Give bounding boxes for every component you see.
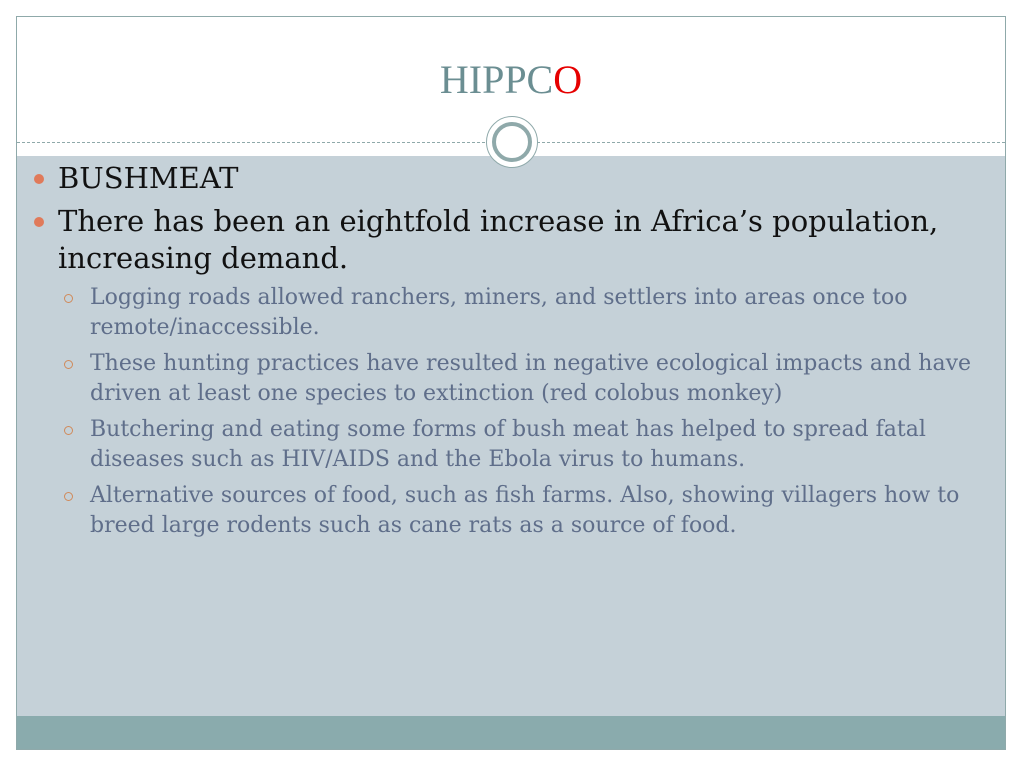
bullet-item-bushmeat: [34, 160, 974, 197]
sub-bullet-item-alternatives: [34, 481, 974, 541]
bullet-text: BUSHMEAT: [58, 161, 239, 195]
sub-bullet-text: Butchering and eating some forms of bush meat has helped to spread fatal diseases such as HIV/AIDS and the Ebola virus to humans.: [90, 417, 926, 472]
hollow-circle-bullet-icon: [64, 492, 73, 501]
filled-circle-bullet-icon: [34, 217, 44, 227]
sub-bullet-item-logging: [34, 283, 974, 343]
sub-bullet-item-hunting: [34, 349, 974, 409]
slide-title-main: HIPPC: [439, 57, 554, 102]
hollow-circle-bullet-icon: [64, 426, 73, 435]
bullet-text: There has been an eightfold increase in Africa’s population, increasing demand.: [58, 204, 939, 275]
slide-title-accent: O: [553, 57, 583, 102]
sub-bullet-text: These hunting practices have resulted in negative ecological impacts and have driven at least one species to extinction (red colobus monkey): [90, 351, 972, 406]
bullet-item-population: [34, 203, 974, 277]
sub-bullet-text: Logging roads allowed ranchers, miners, and settlers into areas once too remote/inaccessible.: [90, 285, 908, 340]
filled-circle-bullet-icon: [34, 174, 44, 184]
slide-title: [17, 56, 1005, 104]
bullet-list: [34, 160, 974, 547]
hollow-circle-bullet-icon: [64, 360, 73, 369]
hollow-circle-bullet-icon: [64, 294, 73, 303]
sub-bullet-text: Alternative sources of food, such as fish farms. Also, showing villagers how to breed large rodents such as cane rats as a source of food.: [90, 483, 960, 538]
ring-inner-icon: [492, 122, 532, 162]
sub-bullet-item-diseases: [34, 415, 974, 475]
footer-bar: [17, 716, 1005, 750]
